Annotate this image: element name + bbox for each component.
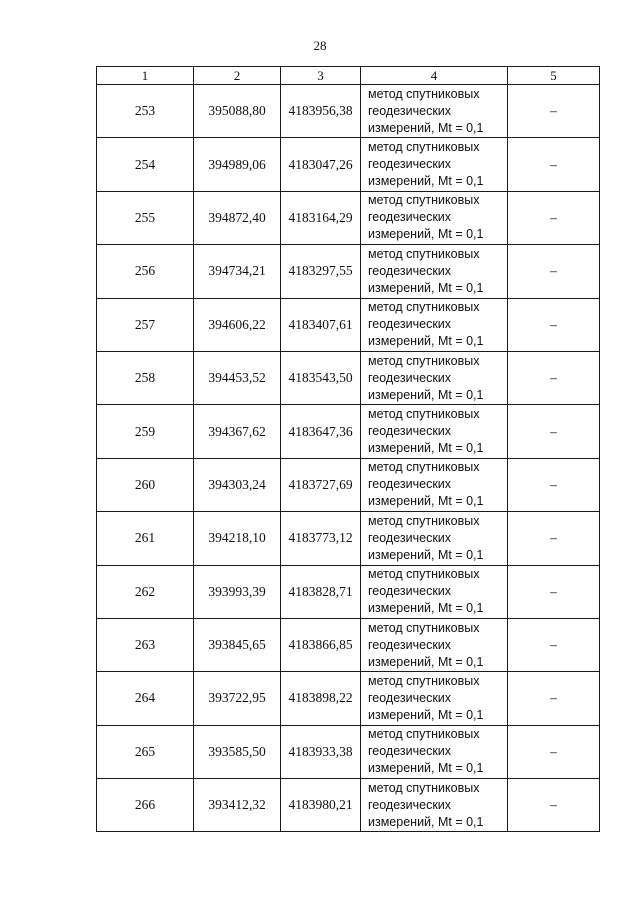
- x-coordinate-cell: 393585,50: [194, 725, 281, 778]
- method-line: измерений, Mt = 0,1: [368, 441, 484, 456]
- y-coordinate-cell: 4183407,61: [281, 298, 361, 351]
- column-header-1: 1: [97, 67, 194, 85]
- method-line: измерений, Mt = 0,1: [368, 707, 484, 722]
- x-coordinate-cell: 394734,21: [194, 245, 281, 298]
- method-line: метод спутниковых: [368, 727, 480, 742]
- note-cell: –: [508, 138, 600, 191]
- table-row: [97, 191, 600, 244]
- method-line: измерений, Mt = 0,1: [368, 654, 484, 669]
- y-coordinate-cell: 4183543,50: [281, 351, 361, 404]
- x-coordinate-cell: 394872,40: [194, 191, 281, 244]
- table-row: [97, 405, 600, 458]
- method-line: геодезических: [368, 797, 452, 812]
- method-line: метод спутниковых: [368, 353, 480, 368]
- point-number-cell: 258: [97, 351, 194, 404]
- x-coordinate-cell: 394453,52: [194, 351, 281, 404]
- method-line: измерений, Mt = 0,1: [368, 120, 484, 135]
- x-coordinate-cell: 394367,62: [194, 405, 281, 458]
- note-cell: –: [508, 191, 600, 244]
- method-line: метод спутниковых: [368, 673, 480, 688]
- table-row: [97, 779, 600, 832]
- table-row: [97, 458, 600, 511]
- method-line: метод спутниковых: [368, 407, 480, 422]
- y-coordinate-cell: 4183773,12: [281, 512, 361, 565]
- note-cell: –: [508, 405, 600, 458]
- x-coordinate-cell: 395088,80: [194, 85, 281, 138]
- method-line: измерений, Mt = 0,1: [368, 280, 484, 295]
- method-line: геодезических: [368, 530, 452, 545]
- note-cell: –: [508, 298, 600, 351]
- method-line: геодезических: [368, 103, 452, 118]
- method-line: измерений, Mt = 0,1: [368, 334, 484, 349]
- coordinates-table: [96, 66, 600, 832]
- point-number-cell: 261: [97, 512, 194, 565]
- point-number-cell: 264: [97, 672, 194, 725]
- method-cell: [361, 512, 508, 565]
- method-line: метод спутниковых: [368, 193, 480, 208]
- method-line: измерений, Mt = 0,1: [368, 761, 484, 776]
- method-cell: [361, 725, 508, 778]
- method-line: измерений, Mt = 0,1: [368, 547, 484, 562]
- method-line: измерений, Mt = 0,1: [368, 814, 484, 829]
- method-line: метод спутниковых: [368, 620, 480, 635]
- table-header-row: [97, 67, 600, 85]
- method-line: метод спутниковых: [368, 300, 480, 315]
- note-cell: –: [508, 351, 600, 404]
- table-row: [97, 725, 600, 778]
- table-row: [97, 512, 600, 565]
- y-coordinate-cell: 4183297,55: [281, 245, 361, 298]
- note-cell: –: [508, 512, 600, 565]
- table-row: [97, 618, 600, 671]
- method-line: измерений, Mt = 0,1: [368, 601, 484, 616]
- column-header-3: 3: [281, 67, 361, 85]
- x-coordinate-cell: 393412,32: [194, 779, 281, 832]
- method-cell: [361, 672, 508, 725]
- y-coordinate-cell: 4183727,69: [281, 458, 361, 511]
- method-line: измерений, Mt = 0,1: [368, 227, 484, 242]
- point-number-cell: 266: [97, 779, 194, 832]
- x-coordinate-cell: 394606,22: [194, 298, 281, 351]
- point-number-cell: 256: [97, 245, 194, 298]
- method-line: метод спутниковых: [368, 246, 480, 261]
- method-cell: [361, 191, 508, 244]
- table-body: [97, 85, 600, 832]
- point-number-cell: 260: [97, 458, 194, 511]
- method-line: метод спутниковых: [368, 513, 480, 528]
- y-coordinate-cell: 4183828,71: [281, 565, 361, 618]
- y-coordinate-cell: 4183980,21: [281, 779, 361, 832]
- table-row: [97, 85, 600, 138]
- x-coordinate-cell: 394218,10: [194, 512, 281, 565]
- method-cell: [361, 565, 508, 618]
- method-cell: [361, 298, 508, 351]
- method-line: геодезических: [368, 477, 452, 492]
- method-cell: [361, 779, 508, 832]
- column-header-4: 4: [361, 67, 508, 85]
- table-row: [97, 298, 600, 351]
- method-line: метод спутниковых: [368, 780, 480, 795]
- table-row: [97, 672, 600, 725]
- table-row: [97, 138, 600, 191]
- point-number-cell: 257: [97, 298, 194, 351]
- note-cell: –: [508, 458, 600, 511]
- method-line: геодезических: [368, 637, 452, 652]
- method-line: геодезических: [368, 744, 452, 759]
- method-line: геодезических: [368, 370, 452, 385]
- point-number-cell: 259: [97, 405, 194, 458]
- column-header-2: 2: [194, 67, 281, 85]
- method-line: метод спутниковых: [368, 460, 480, 475]
- note-cell: –: [508, 618, 600, 671]
- y-coordinate-cell: 4183956,38: [281, 85, 361, 138]
- note-cell: –: [508, 565, 600, 618]
- method-line: геодезических: [368, 317, 452, 332]
- point-number-cell: 253: [97, 85, 194, 138]
- x-coordinate-cell: 393993,39: [194, 565, 281, 618]
- method-cell: [361, 458, 508, 511]
- x-coordinate-cell: 393845,65: [194, 618, 281, 671]
- method-line: метод спутниковых: [368, 567, 480, 582]
- method-line: геодезических: [368, 210, 452, 225]
- table-row: [97, 351, 600, 404]
- method-line: геодезических: [368, 263, 452, 278]
- method-line: метод спутниковых: [368, 140, 480, 155]
- column-header-5: 5: [508, 67, 600, 85]
- note-cell: –: [508, 779, 600, 832]
- method-cell: [361, 351, 508, 404]
- y-coordinate-cell: 4183647,36: [281, 405, 361, 458]
- method-cell: [361, 618, 508, 671]
- note-cell: –: [508, 85, 600, 138]
- point-number-cell: 255: [97, 191, 194, 244]
- x-coordinate-cell: 393722,95: [194, 672, 281, 725]
- method-line: геодезических: [368, 584, 452, 599]
- x-coordinate-cell: 394303,24: [194, 458, 281, 511]
- table-row: [97, 245, 600, 298]
- method-cell: [361, 138, 508, 191]
- y-coordinate-cell: 4183933,38: [281, 725, 361, 778]
- x-coordinate-cell: 394989,06: [194, 138, 281, 191]
- y-coordinate-cell: 4183164,29: [281, 191, 361, 244]
- note-cell: –: [508, 245, 600, 298]
- method-cell: [361, 85, 508, 138]
- method-line: геодезических: [368, 157, 452, 172]
- point-number-cell: 263: [97, 618, 194, 671]
- page-number: 28: [313, 38, 327, 53]
- y-coordinate-cell: 4183866,85: [281, 618, 361, 671]
- point-number-cell: 262: [97, 565, 194, 618]
- method-line: измерений, Mt = 0,1: [368, 174, 484, 189]
- method-line: измерений, Mt = 0,1: [368, 494, 484, 509]
- method-line: метод спутниковых: [368, 86, 480, 101]
- note-cell: –: [508, 725, 600, 778]
- note-cell: –: [508, 672, 600, 725]
- point-number-cell: 265: [97, 725, 194, 778]
- y-coordinate-cell: 4183898,22: [281, 672, 361, 725]
- table-row: [97, 565, 600, 618]
- method-line: измерений, Mt = 0,1: [368, 387, 484, 402]
- method-cell: [361, 245, 508, 298]
- method-line: геодезических: [368, 690, 452, 705]
- method-cell: [361, 405, 508, 458]
- y-coordinate-cell: 4183047,26: [281, 138, 361, 191]
- method-line: геодезических: [368, 424, 452, 439]
- point-number-cell: 254: [97, 138, 194, 191]
